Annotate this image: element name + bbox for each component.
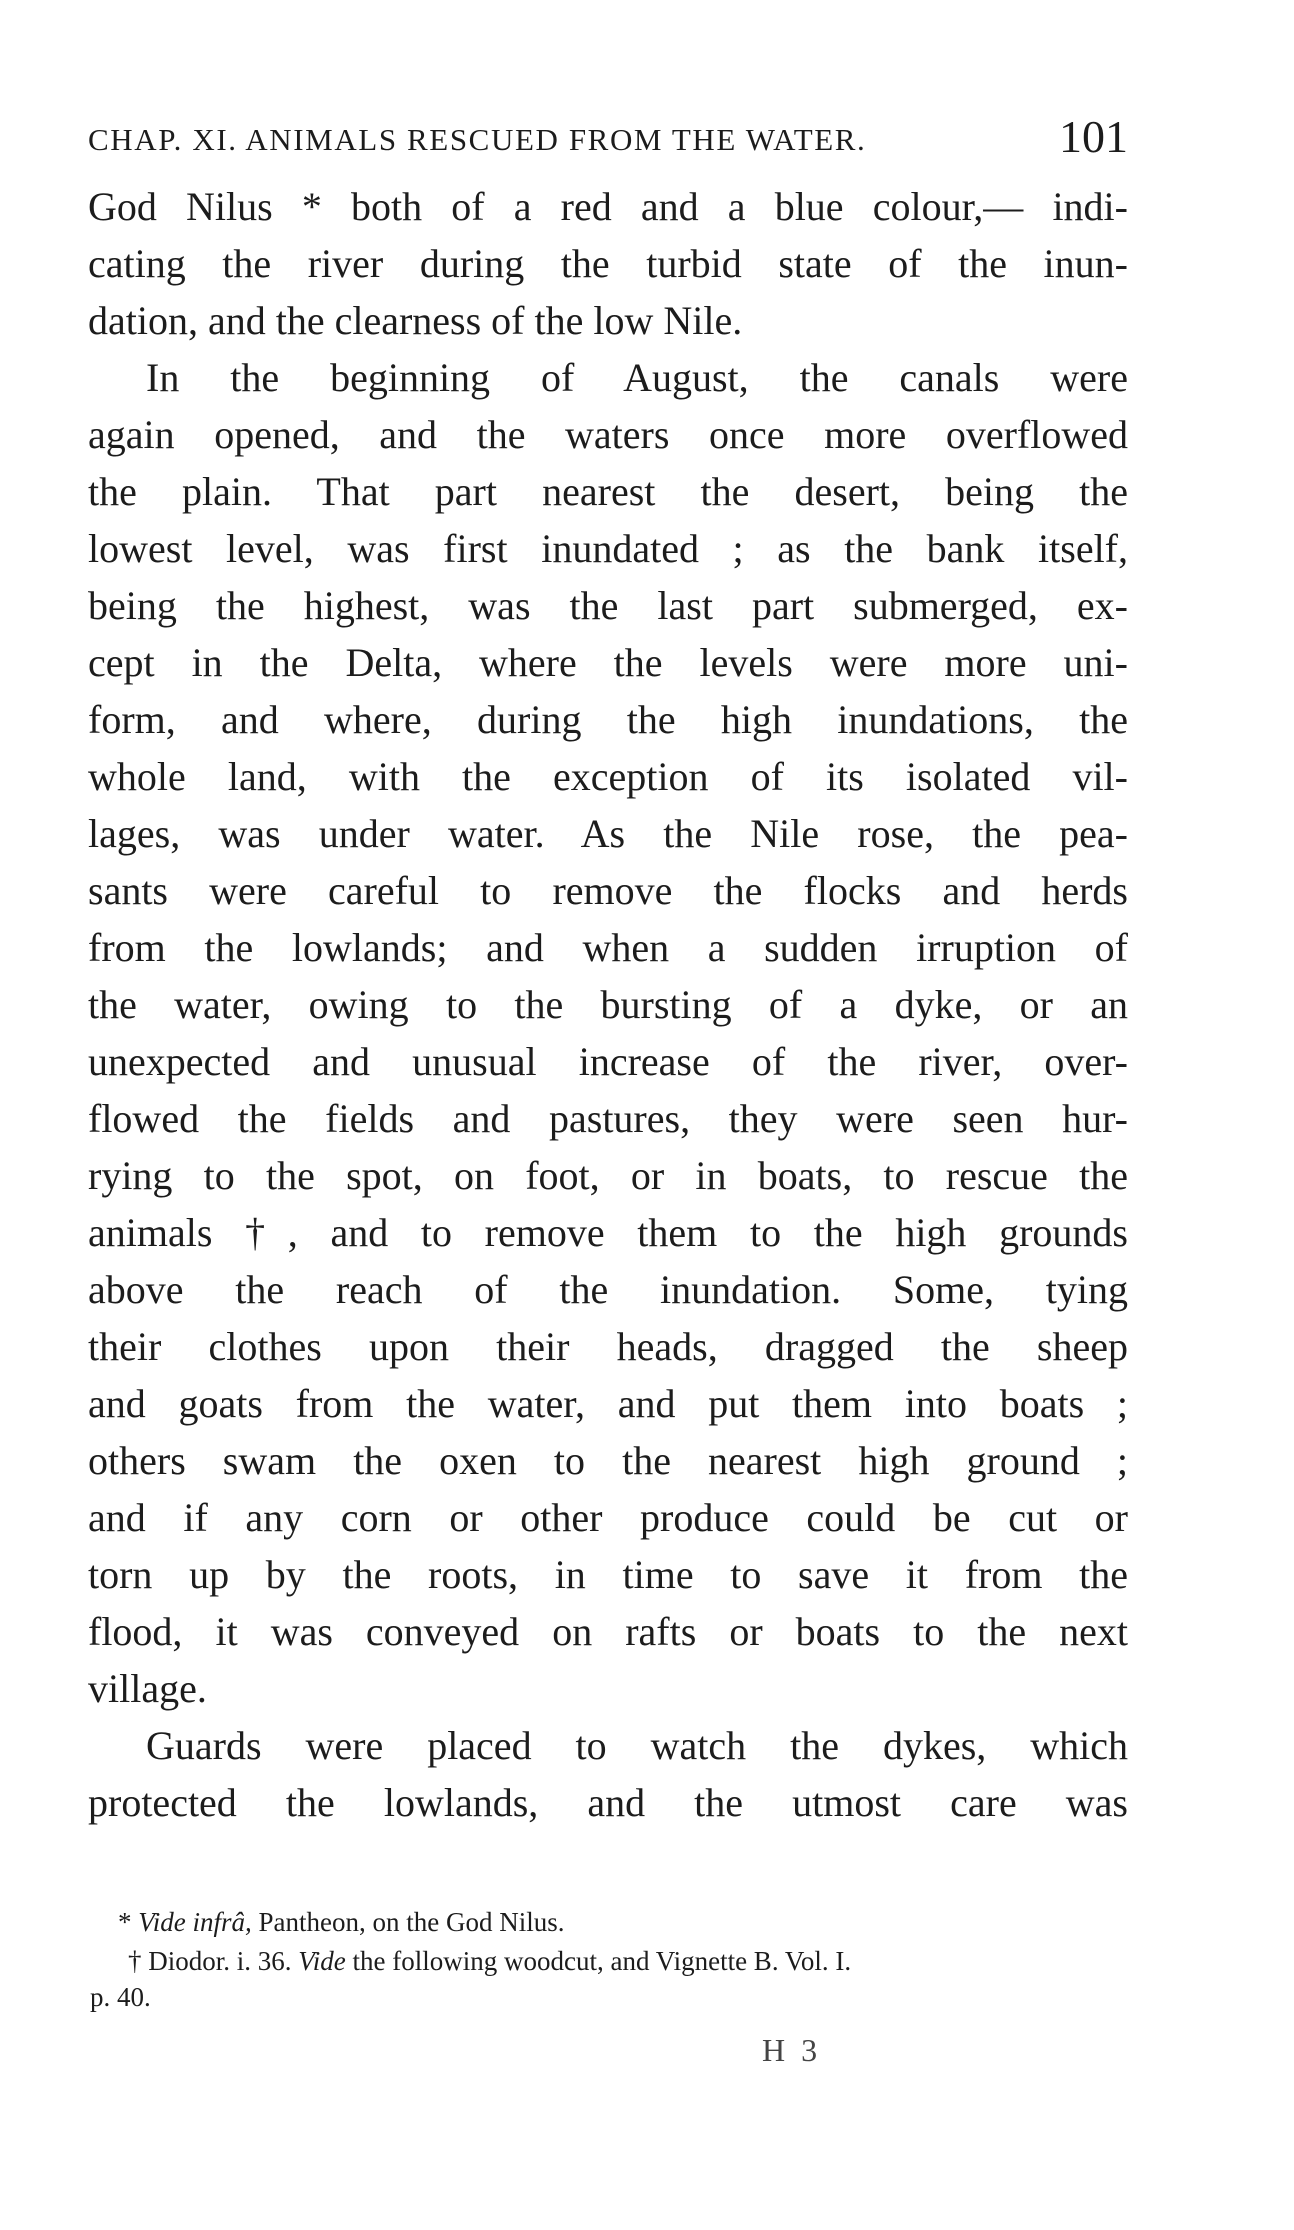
text-line: and goats from the water, and put them into boats ; (88, 1381, 1128, 1426)
text-line: and if any corn or other produce could be cut or (88, 1495, 1128, 1540)
text-line: protected the lowlands, and the utmost care was (88, 1780, 1128, 1825)
text-line: animals †, and to remove them to the high grounds (88, 1210, 1128, 1255)
text-line: God Nilus * both of a red and a blue colour,— indi- (88, 184, 1128, 229)
text-line: Guards were placed to watch the dykes, which (146, 1723, 1128, 1768)
text-line: form, and where, during the high inundations, the (88, 697, 1128, 742)
text-line: rying to the spot, on foot, or in boats, to rescue the (88, 1153, 1128, 1198)
text-line: the plain. That part nearest the desert, being the (88, 469, 1128, 514)
text-line: flowed the fields and pastures, they were seen hur- (88, 1096, 1128, 1141)
text-line: again opened, and the waters once more overflowed (88, 412, 1128, 457)
text-line: cept in the Delta, where the levels were more uni- (88, 640, 1128, 685)
text-line: from the lowlands; and when a sudden irruption of (88, 925, 1128, 970)
text-line: dation, and the clearness of the low Nile. (88, 298, 743, 343)
footnote-2-continuation: p. 40. (90, 1982, 151, 2012)
text-line: the water, owing to the bursting of a dyke, or an (88, 982, 1128, 1027)
footnote-mark: † (128, 1946, 142, 1976)
running-head (88, 100, 1128, 170)
footnote-italic: Vide (298, 1946, 346, 1976)
footnote-2 (128, 1944, 851, 1978)
text-line: unexpected and unusual increase of the river, over- (88, 1039, 1128, 1084)
text-line: flood, it was conveyed on rafts or boats to the next (88, 1609, 1128, 1654)
page-number: 101 (1059, 111, 1128, 162)
text-line: In the beginning of August, the canals were (146, 355, 1128, 400)
footnote-mark: * (118, 1907, 132, 1937)
text-line: above the reach of the inundation. Some, tying (88, 1267, 1128, 1312)
footnote-text: Pantheon, on the God Nilus. (258, 1907, 565, 1937)
footnote-italic: Vide infrâ, (138, 1907, 252, 1937)
text-line: others swam the oxen to the nearest high ground ; (88, 1438, 1128, 1483)
text-line: being the highest, was the last part submerged, ex- (88, 583, 1128, 628)
text-line: torn up by the roots, in time to save it from the (88, 1552, 1128, 1597)
footnote-text: Diodor. i. 36. (148, 1946, 292, 1976)
running-title: CHAP. XI. ANIMALS RESCUED FROM THE WATER. (88, 122, 867, 157)
text-line: their clothes upon their heads, dragged the sheep (88, 1324, 1128, 1369)
text-line: cating the river during the turbid state of the inun- (88, 241, 1128, 286)
text-line: lowest level, was first inundated ; as the bank itself, (88, 526, 1128, 571)
signature-mark: H 3 (762, 2032, 822, 2068)
footnote-text: the following woodcut, and Vignette B. Vol. I. (352, 1946, 852, 1976)
footnote-1 (118, 1905, 564, 1939)
text-line: sants were careful to remove the flocks and herds (88, 868, 1128, 913)
text-line: lages, was under water. As the Nile rose, the pea- (88, 811, 1128, 856)
text-line: village. (88, 1666, 207, 1711)
text-line: whole land, with the exception of its isolated vil- (88, 754, 1128, 799)
